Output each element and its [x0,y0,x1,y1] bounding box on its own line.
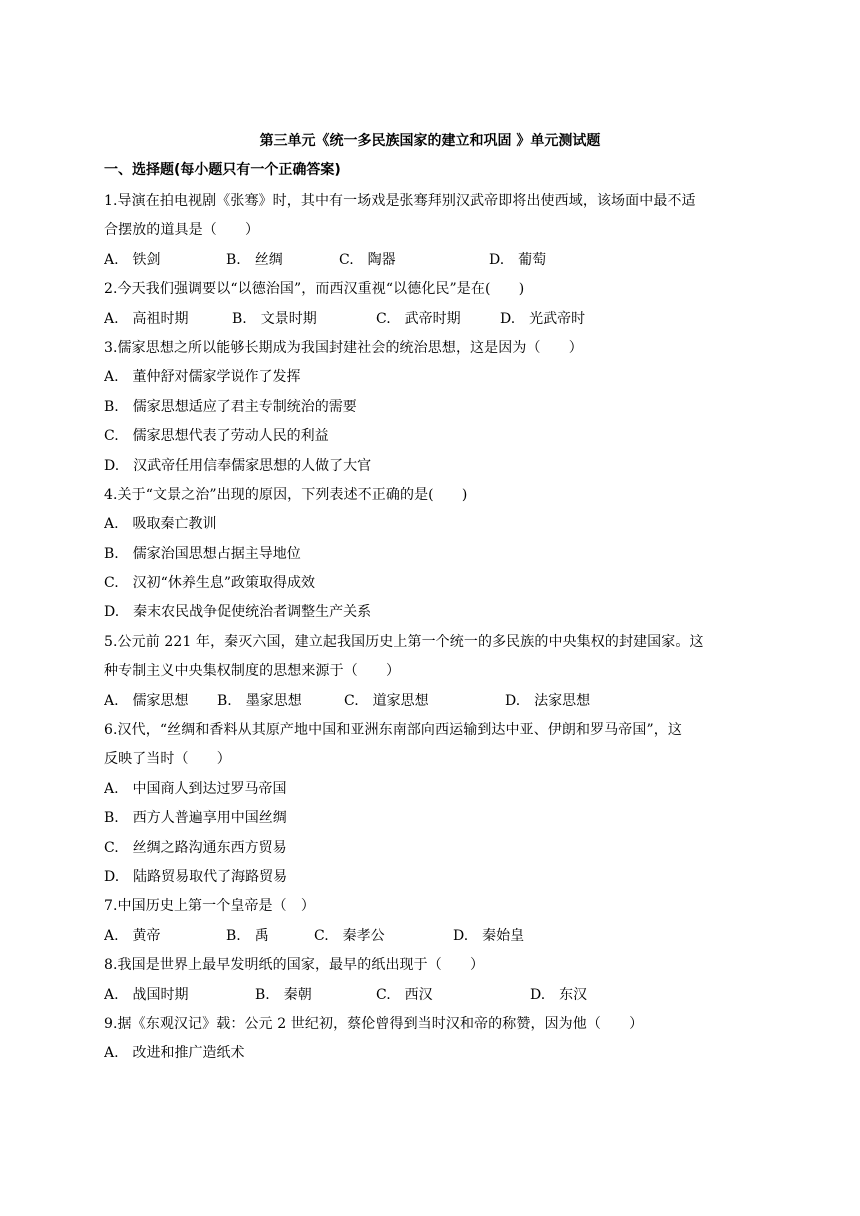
question-5-text: 种专制主义中央集权制度的思想来源于（ ） [104,663,401,680]
option-a: A. 改进和推广造纸术 [104,1045,245,1062]
question-8-options [104,981,760,1010]
question-2-text: 2.今天我们强调要以“以德治国”，而西汉重视“以德化民”是在( ) [104,281,525,298]
question-list [104,187,760,1069]
section-heading: 一、选择题(每小题只有一个正确答案) [104,162,341,178]
question-6-text: 6.汉代，“丝绸和香料从其原产地中国和亚洲东南部向西运输到达中亚、伊朗和罗马帝国”，这 [104,722,682,739]
question-6-text: 反映了当时（ ） [104,751,231,768]
question-1-text: 合摆放的道具是（ ） [104,222,260,239]
document-title: 第三单元《统一多民族国家的建立和巩固 》单元测试题 [259,133,601,149]
question-7-options [104,922,760,951]
option-c: C. 陶器 [339,251,396,268]
option-c: C. 西汉 [376,986,433,1003]
question-1-options [104,246,760,275]
option-a: A. 铁剑 [104,251,161,268]
option-b: B. 儒家思想适应了君主专制统治的需要 [104,398,357,415]
option-b: B. 西方人普遍享用中国丝绸 [104,810,287,827]
option-d: D. 陆路贸易取代了海路贸易 [104,868,288,885]
option-a: A. 中国商人到达过罗马帝国 [104,780,287,797]
option-d: D. 东汉 [530,986,588,1003]
option-b: B. 秦朝 [255,986,312,1003]
question-8-text: 8.我国是世界上最早发明纸的国家，最早的纸出现于（ ） [104,957,485,974]
option-d: D. 秦末农民战争促使统治者调整生产关系 [104,604,372,621]
option-c: C. 武帝时期 [376,310,461,327]
option-a: A. 吸取秦亡教训 [104,516,217,533]
option-a: A. 黄帝 [104,927,161,944]
option-a: A. 董仲舒对儒家学说作了发挥 [104,369,301,386]
question-5-text: 5.公元前 221 年，秦灭六国，建立起我国历史上第一个统一的多民族的中央集权的封建国家。这 [104,633,704,650]
question-3-text: 3.儒家思想之所以能够长期成为我国封建社会的统治思想，这是因为（ ） [104,339,583,356]
option-b: B. 文景时期 [232,310,317,327]
option-c: C. 汉初“休养生息”政策取得成效 [104,575,315,592]
option-d: D. 光武帝时 [500,310,586,327]
question-2-options [104,305,760,334]
option-a: A. 高祖时期 [104,310,189,327]
question-9-text: 9.据《东观汉记》载：公元 2 世纪初，蔡伦曾得到当时汉和帝的称赞，因为他（ ） [104,1015,644,1032]
option-b: B. 儒家治国思想占据主导地位 [104,545,301,562]
option-a: A. 儒家思想 [104,692,189,709]
option-b: B. 墨家思想 [217,692,302,709]
option-d: D. 法家思想 [505,692,591,709]
option-d: D. 汉武帝任用信奉儒家思想的人做了大官 [104,457,372,474]
option-b: B. 丝绸 [226,251,283,268]
question-4-text: 4.关于“文景之治”出现的原因，下列表述不正确的是( ) [104,486,468,503]
option-c: C. 秦孝公 [314,927,385,944]
option-d: D. 葡萄 [489,251,547,268]
option-b: B. 禹 [226,927,269,944]
option-d: D. 秦始皇 [453,927,525,944]
option-c: C. 丝绸之路沟通东西方贸易 [104,839,287,856]
question-1-text: 1.导演在拍电视剧《张骞》时，其中有一场戏是张骞拜别汉武帝即将出使西域，该场面中最不适 [104,193,696,209]
option-c: C. 儒家思想代表了劳动人民的利益 [104,428,329,445]
option-c: C. 道家思想 [344,692,429,709]
question-5-options [104,687,760,716]
option-a: A. 战国时期 [104,986,189,1003]
question-7-text: 7.中国历史上第一个皇帝是（ ） [104,898,315,915]
